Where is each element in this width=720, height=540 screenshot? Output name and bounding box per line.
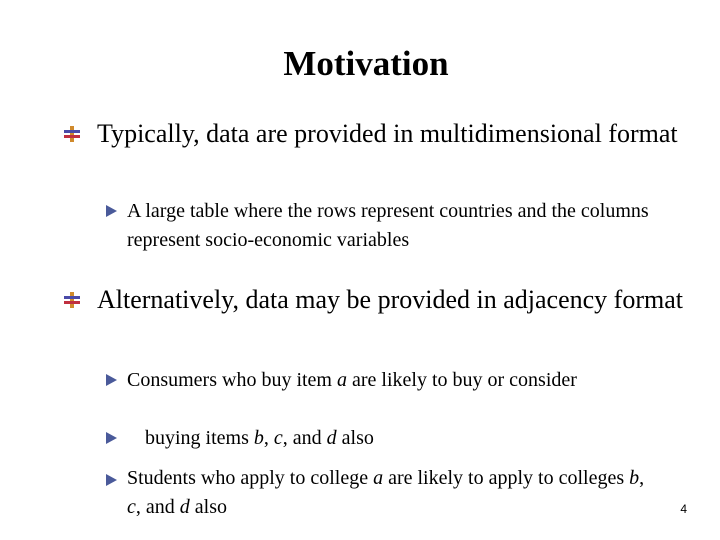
slide-title: Motivation	[283, 44, 449, 83]
triangle-arrow-bullet-icon	[106, 205, 117, 217]
bullet-level1: Typically, data are provided in multidimensional format	[97, 119, 678, 148]
triangle-arrow-bullet-icon	[106, 432, 117, 444]
bullet-level2: Students who apply to college a are likely to apply to colleges b, c, and d also	[127, 467, 645, 518]
multicolor-bar-bullet-icon	[64, 292, 80, 308]
bullet-level1: Alternatively, data may be provided in adjacency format	[97, 285, 683, 314]
bullet-level2: buying items b, c, and d also	[145, 427, 374, 449]
triangle-arrow-bullet-icon	[106, 374, 117, 386]
multicolor-bar-bullet-icon	[64, 126, 80, 142]
bullet-level2: Consumers who buy item a are likely to buy or consider	[127, 369, 577, 391]
triangle-arrow-bullet-icon	[106, 474, 117, 486]
bullet-level2: A large table where the rows represent countries and the columns represent socio-economic variables	[127, 200, 649, 251]
page-number: 4	[680, 502, 687, 516]
